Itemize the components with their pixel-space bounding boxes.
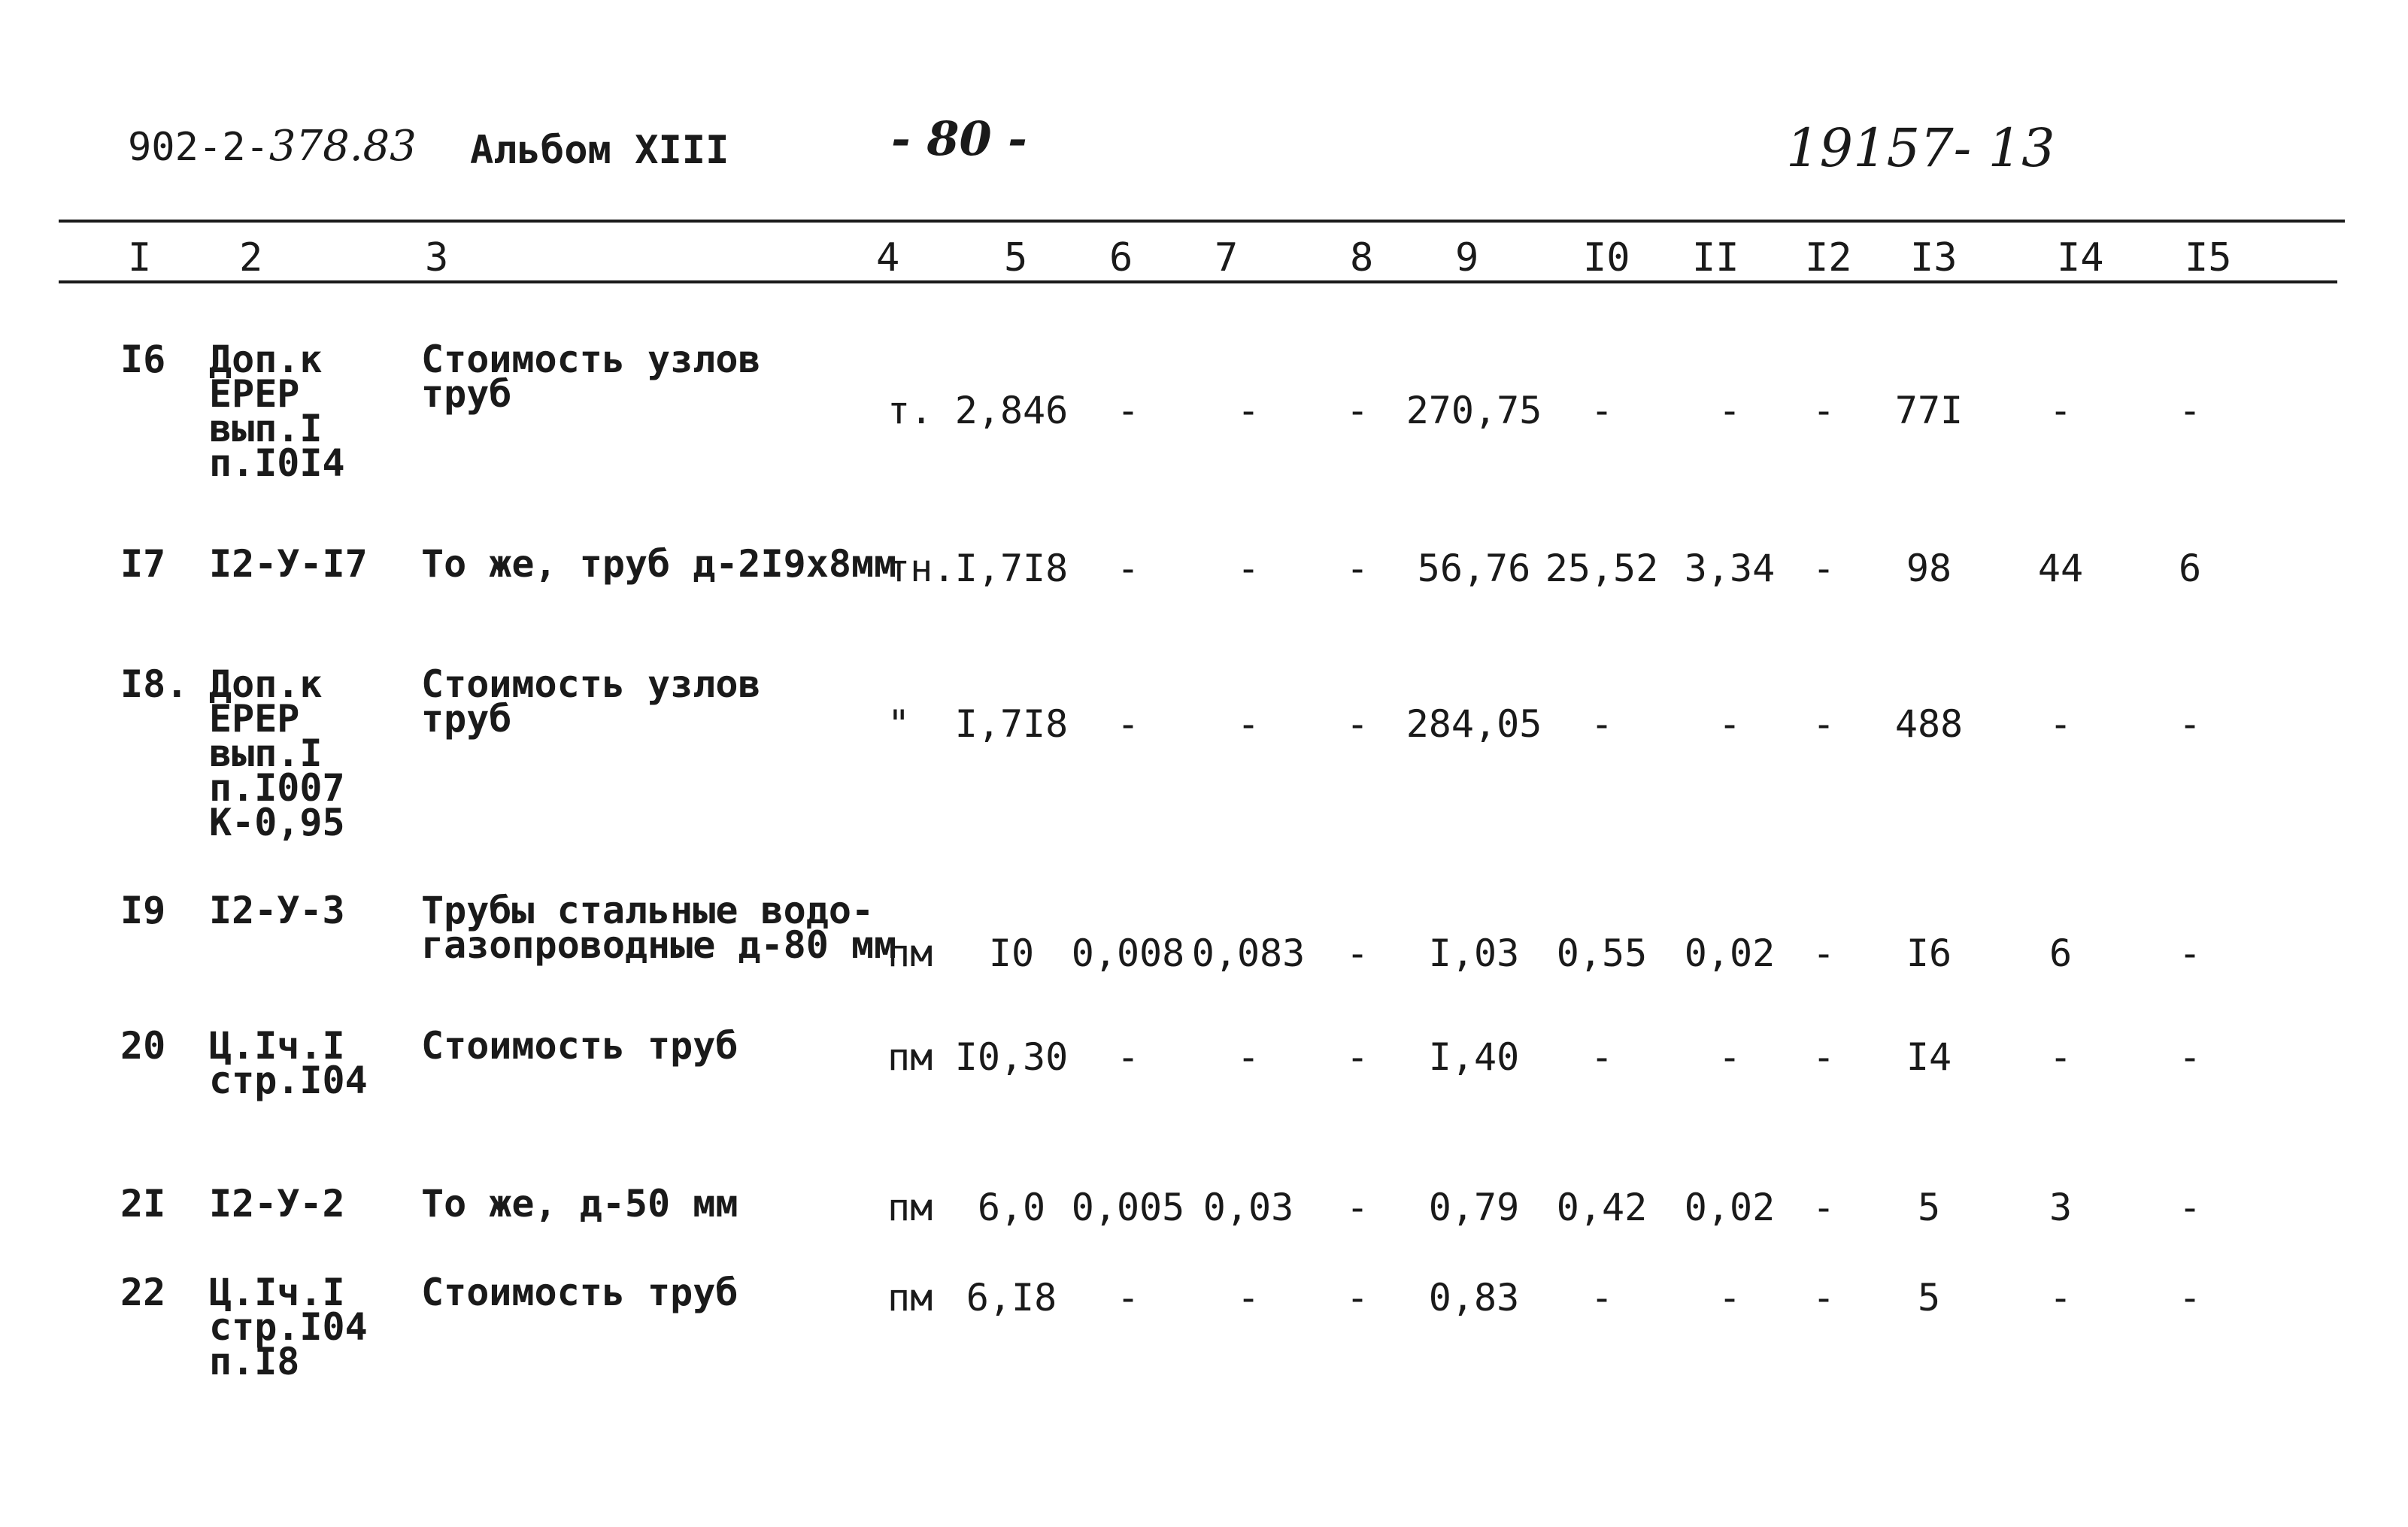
col-11-value: - (1718, 1035, 1742, 1079)
col-15-value: - (2178, 932, 2202, 975)
item-name: Стоимость узлов труб (421, 338, 761, 416)
col-14-value: - (2049, 1276, 2073, 1319)
column-number-12: I2 (1805, 235, 1852, 280)
norm-code: Доп.к ЕРЕР вып.I п.I0I4 (209, 338, 345, 485)
col-13-value: 98 (1906, 547, 1952, 590)
col-6-value: 0,005 (1071, 1186, 1185, 1229)
col-6-value: - (1116, 1276, 1140, 1319)
col-14-value: - (2049, 1035, 2073, 1079)
album-label: Альбом XIII (470, 128, 729, 173)
quantity: I,7I8 (954, 547, 1069, 590)
col-6-value: 0,008 (1071, 932, 1185, 975)
col-13-value: 488 (1894, 702, 1964, 746)
col-9-value: 0,79 (1428, 1186, 1520, 1229)
column-number-11: II (1692, 235, 1739, 280)
col-13-value: I4 (1906, 1035, 1952, 1079)
unit: пм (887, 1186, 933, 1229)
col-7-value: 0,083 (1191, 932, 1306, 975)
norm-code: Доп.к ЕРЕР вып.I п.I007 К-0,95 (209, 662, 345, 844)
col-9-value: 270,75 (1406, 389, 1542, 432)
col-9-value: 0,83 (1428, 1276, 1520, 1319)
unit: тн. (887, 547, 956, 590)
norm-code: Ц.Iч.I стр.I04 (209, 1024, 368, 1102)
col-12-value: - (1812, 1276, 1836, 1319)
col-6-value: - (1116, 389, 1140, 432)
column-number-15: I5 (2185, 235, 2232, 280)
item-name: То же, д-50 мм (421, 1182, 738, 1226)
inventory-number: 19157- 13 (1786, 117, 2055, 179)
col-8-value: - (1345, 1186, 1369, 1229)
col-12-value: - (1812, 702, 1836, 746)
norm-code: Ц.Iч.I стр.I04 п.I8 (209, 1271, 368, 1383)
row-number: 2I (120, 1182, 166, 1226)
col-9-value: I,40 (1428, 1035, 1520, 1079)
col-7-value: - (1236, 1276, 1260, 1319)
column-number-13: I3 (1910, 235, 1958, 280)
unit: пм (887, 932, 933, 975)
col-11-value: 0,02 (1684, 932, 1776, 975)
document-code (128, 122, 417, 171)
document-code-printed: 902-2- (128, 125, 269, 170)
col-15-value: - (2178, 1186, 2202, 1229)
column-number-4: 4 (876, 235, 900, 280)
column-number-9: 9 (1455, 235, 1479, 280)
page-number: - 80 - (891, 111, 1027, 166)
col-15-value: 6 (2178, 547, 2202, 590)
col-7-value: - (1236, 702, 1260, 746)
row-number: I8. (120, 662, 189, 706)
item-name: Стоимость труб (421, 1024, 738, 1068)
column-number-2: 2 (239, 235, 263, 280)
col-11-value: 0,02 (1684, 1186, 1776, 1229)
quantity: I0 (988, 932, 1035, 975)
col-11-value: - (1718, 702, 1742, 746)
col-9-value: 284,05 (1406, 702, 1542, 746)
item-name: То же, труб д-2I9х8мм (421, 542, 897, 586)
col-15-value: - (2178, 1035, 2202, 1079)
col-10-value: 0,55 (1556, 932, 1648, 975)
row-number: 22 (120, 1271, 166, 1314)
col-12-value: - (1812, 389, 1836, 432)
item-name: Стоимость узлов труб (421, 662, 761, 741)
col-12-value: - (1812, 547, 1836, 590)
col-8-value: - (1345, 1276, 1369, 1319)
table-header-rule (59, 280, 2337, 283)
item-name: Трубы стальные водо- газопроводные д-80 мм (421, 889, 897, 967)
row-number: 20 (120, 1024, 166, 1068)
quantity: 2,846 (954, 389, 1069, 432)
col-13-value: 5 (1917, 1186, 1941, 1229)
col-15-value: - (2178, 702, 2202, 746)
norm-code: I2-У-I7 (209, 542, 368, 586)
row-number: I6 (120, 338, 166, 381)
column-number-6: 6 (1109, 235, 1133, 280)
column-number-3: 3 (425, 235, 449, 280)
col-10-value: - (1590, 1035, 1614, 1079)
item-name: Стоимость труб (421, 1271, 738, 1314)
col-12-value: - (1812, 1035, 1836, 1079)
document-code-handwritten: 378.83 (268, 122, 417, 171)
col-7-value: - (1236, 389, 1260, 432)
col-10-value: 25,52 (1545, 547, 1659, 590)
col-7-value: - (1236, 1035, 1260, 1079)
col-14-value: 6 (2049, 932, 2073, 975)
table-top-rule (59, 220, 2345, 223)
column-number-5: 5 (1004, 235, 1028, 280)
col-14-value: - (2049, 389, 2073, 432)
col-10-value: - (1590, 702, 1614, 746)
quantity: I0,30 (954, 1035, 1069, 1079)
quantity: 6,0 (977, 1186, 1046, 1229)
norm-code: I2-У-2 (209, 1182, 345, 1226)
col-13-value: I6 (1906, 932, 1952, 975)
col-14-value: 44 (2037, 547, 2084, 590)
col-14-value: 3 (2049, 1186, 2073, 1229)
col-15-value: - (2178, 1276, 2202, 1319)
unit: пм (887, 1276, 933, 1319)
col-11-value: - (1718, 389, 1742, 432)
col-9-value: I,03 (1428, 932, 1520, 975)
unit: пм (887, 1035, 933, 1079)
column-number-14: I4 (2057, 235, 2104, 280)
col-12-value: - (1812, 932, 1836, 975)
col-13-value: 77I (1894, 389, 1964, 432)
col-11-value: 3,34 (1684, 547, 1776, 590)
col-8-value: - (1345, 932, 1369, 975)
col-10-value: 0,42 (1556, 1186, 1648, 1229)
unit: т. (887, 389, 933, 432)
row-number: I7 (120, 542, 166, 586)
col-6-value: - (1116, 702, 1140, 746)
col-13-value: 5 (1917, 1276, 1941, 1319)
col-6-value: - (1116, 1035, 1140, 1079)
col-8-value: - (1345, 1035, 1369, 1079)
column-number-1: I (128, 235, 152, 280)
row-number: I9 (120, 889, 166, 932)
unit: " (887, 702, 911, 746)
col-8-value: - (1345, 389, 1369, 432)
norm-code: I2-У-3 (209, 889, 345, 932)
col-7-value: 0,03 (1202, 1186, 1294, 1229)
col-10-value: - (1590, 1276, 1614, 1319)
col-12-value: - (1812, 1186, 1836, 1229)
column-number-8: 8 (1350, 235, 1374, 280)
col-15-value: - (2178, 389, 2202, 432)
quantity: I,7I8 (954, 702, 1069, 746)
col-7-value: - (1236, 547, 1260, 590)
col-6-value: - (1116, 547, 1140, 590)
col-8-value: - (1345, 547, 1369, 590)
col-10-value: - (1590, 389, 1614, 432)
col-11-value: - (1718, 1276, 1742, 1319)
col-8-value: - (1345, 702, 1369, 746)
column-number-7: 7 (1215, 235, 1239, 280)
col-9-value: 56,76 (1417, 547, 1531, 590)
column-number-10: I0 (1583, 235, 1630, 280)
col-14-value: - (2049, 702, 2073, 746)
quantity: 6,I8 (966, 1276, 1057, 1319)
